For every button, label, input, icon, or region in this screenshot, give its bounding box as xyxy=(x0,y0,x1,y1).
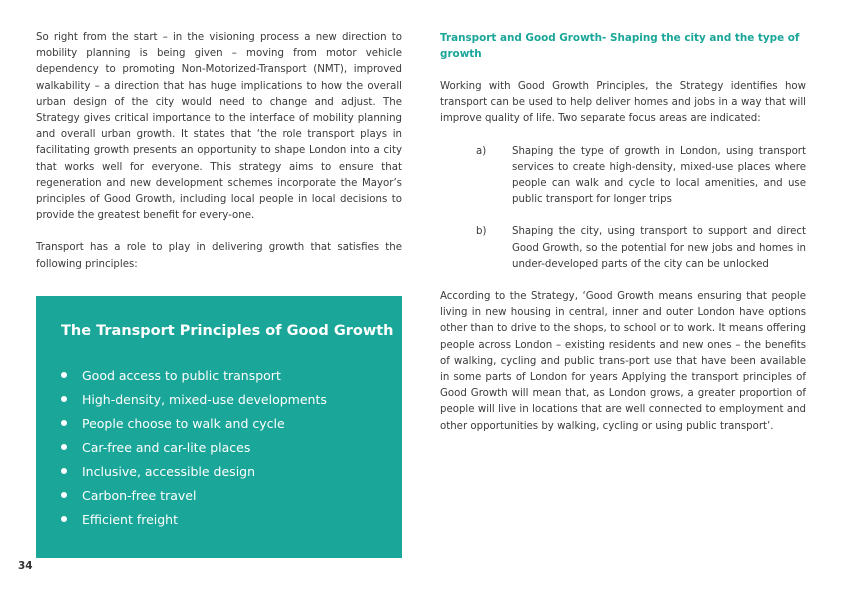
focus-area-b xyxy=(440,224,806,273)
principle-item xyxy=(61,484,327,508)
principle-item xyxy=(61,364,327,388)
principle-label: High-density, mixed-use developments xyxy=(82,392,327,407)
left-paragraph-2: Transport has a role to play in delivering growth that satisfies the following principles: xyxy=(36,242,402,270)
principle-item xyxy=(61,436,327,460)
right-intro: Working with Good Growth Principles, the Strategy identifies how transport can be used to help deliver homes and jobs in a way that will improve quality of life. Two separate focus areas are indicated: xyxy=(440,81,806,125)
focus-area-marker: b) xyxy=(476,226,487,238)
right-closing-paragraph: According to the Strategy, ‘Good Growth means ensuring that people living in new housing in central, inner and outer London have options other than to drive to the shops, to school or to work. It means offering people across London – existing residents and new ones – the benefits of walking, cycling and public trans-port use that have been available in some parts of London for years Applying the transport principles of Good Growth will mean that, as London grows, a greater proportion of people will live in locations that are well connected to employment and other opportunities by walking, cycling or using public transport’. xyxy=(440,291,806,432)
principles-box-title: The Transport Principles of Good Growth xyxy=(61,323,394,339)
bullet-icon xyxy=(61,516,67,522)
principle-label: Carbon-free travel xyxy=(82,488,197,503)
bullet-icon xyxy=(61,396,67,402)
focus-area-text: Shaping the type of growth in London, using transport services to create high-density, mixed-use places where people can walk and cycle to local amenities, and use public transport for longer trips xyxy=(512,145,806,206)
focus-area-a xyxy=(440,144,806,209)
section-heading: Transport and Good Growth- Shaping the city and the type of growth xyxy=(440,32,800,60)
bullet-icon xyxy=(61,444,67,450)
bullet-icon xyxy=(61,420,67,426)
page-number: 34 xyxy=(18,560,33,572)
principle-label: Car-free and car-lite places xyxy=(82,440,251,455)
principle-item xyxy=(61,388,327,412)
right-column xyxy=(440,30,806,435)
principle-item xyxy=(61,412,327,436)
principle-label: Efficient freight xyxy=(82,512,179,527)
bullet-icon xyxy=(61,492,67,498)
principle-label: People choose to walk and cycle xyxy=(82,416,285,431)
bullet-icon xyxy=(61,372,67,378)
principles-list xyxy=(61,364,327,532)
principle-item xyxy=(61,508,327,532)
left-column xyxy=(36,30,402,273)
left-paragraph-1: So right from the start – in the visioning process a new direction to mobility planning is being given – moving from motor vehicle dependency to promoting Non-Motorized-Transport (NMT), improved walkability – a direction that has huge implications to how the overall urban design of the city would need to change and adjust. The Strategy gives critical importance to the interface of mobility planning and overall urban growth. It states that ‘the role transport plays in facilitating growth presents an opportunity to shape London into a city that works well for everyone. This strategy aims to ensure that regeneration and new development schemes incorporate the Mayor’s principles of Good Growth, including local people in local decisions to provide the greatest benefit for every-one. xyxy=(36,32,402,222)
bullet-icon xyxy=(61,468,67,474)
focus-area-marker: a) xyxy=(476,145,487,157)
principles-box xyxy=(36,296,402,558)
principle-label: Inclusive, accessible design xyxy=(82,464,256,479)
focus-area-text: Shaping the city, using transport to support and direct Good Growth, so the potential for new jobs and homes in under-developed parts of the city can be unlocked xyxy=(512,226,806,270)
principle-item xyxy=(61,460,327,484)
principle-label: Good access to public transport xyxy=(82,368,281,383)
